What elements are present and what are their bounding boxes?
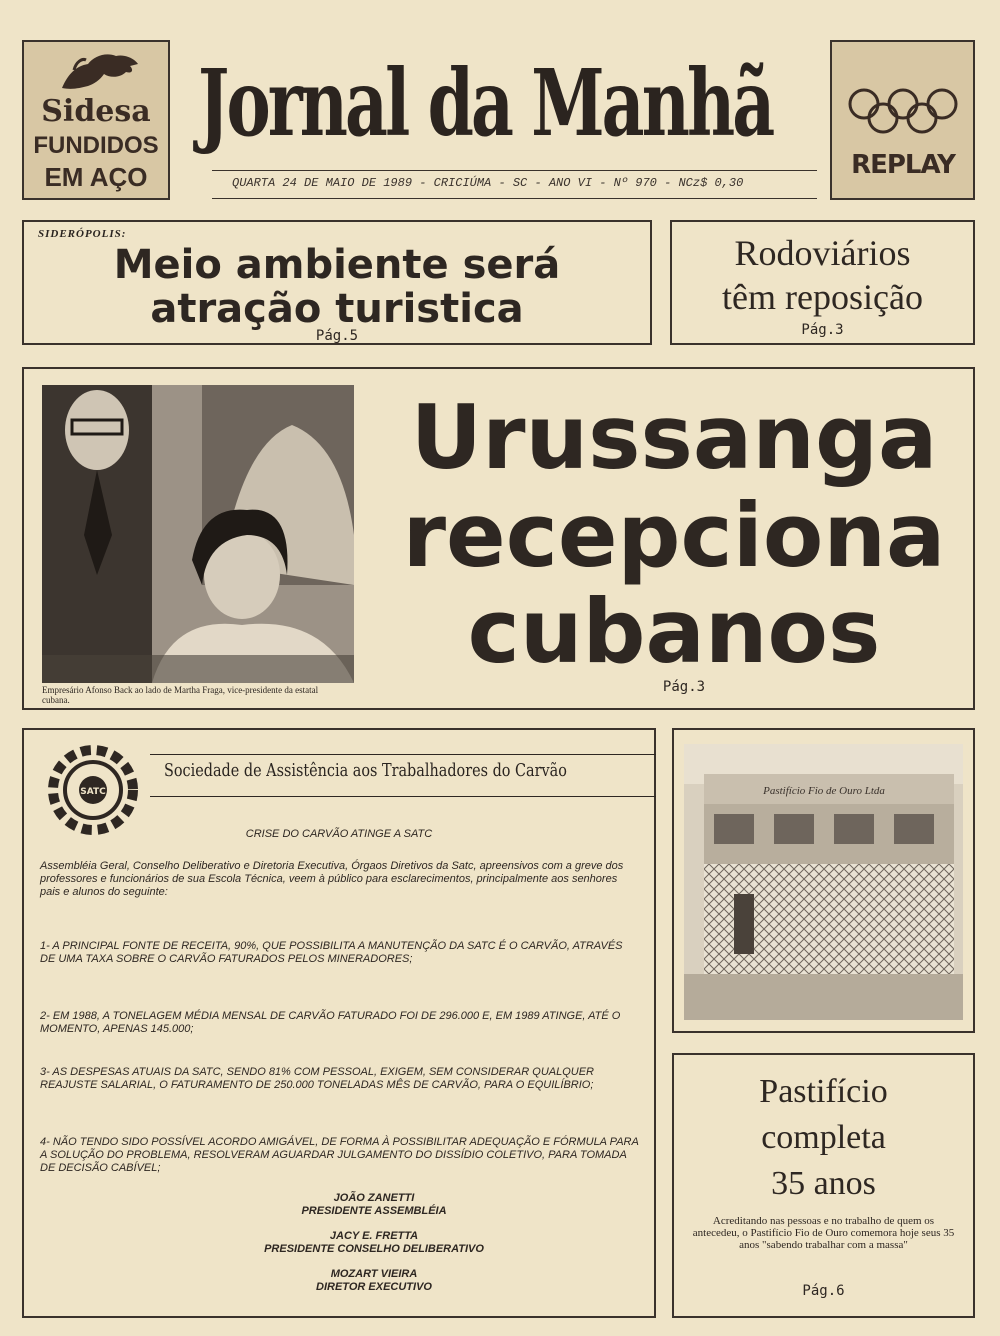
story-headline-line2: atração turistica — [150, 286, 524, 332]
satc-item-1: 1- A PRINCIPAL FONTE DE RECEITA, 90%, QUE POSSIBILITA A MANUTENÇÃO DA SATC É O CARVÃO, ATRAVÉS DE UMA TAXA SOBRE O CARVÃO FATURADOS PELOS MINERADORES; — [40, 940, 623, 965]
satc-org-name: Sociedade de Assistência aos Trabalhadores do Carvão — [164, 760, 567, 781]
page-reference: Pág.3 — [801, 322, 844, 338]
replay-brand: REPLAY — [851, 150, 955, 180]
signature-role: PRESIDENTE ASSEMBLÉIA — [301, 1205, 447, 1217]
satc-item-4: 4- NÃO TENDO SIDO POSSÍVEL ACORDO AMIGÁVEL, DE FORMA À POSSIBILITAR ADEQUAÇÃO E FÓRMULA PARA A SOLUÇÃO DO PROBLEMA, RESOLVERAM AGUARDAR JULGAMENTO DO DISSÍDIO COLETIVO, PARA TOMADA DE DECISÃO CABÍVEL; — [40, 1136, 639, 1174]
satc-logo-text: SATC — [80, 787, 106, 797]
satc-intro: Assembléia Geral, Conselho Deliberativo e Diretoria Executiva, Órgaos Diretivos da Satc, apreensivos com a greve dos professores e funcionários de sua Escola Técnica, veem à público para esclarecimentos, principalmente aos senhores pais e alunos do seguinte: — [40, 860, 624, 898]
replay-advertisement — [830, 40, 975, 200]
story-headline-line2: têm reposição — [722, 277, 923, 317]
signature-name: MOZART VIEIRA — [330, 1268, 418, 1280]
divider — [150, 754, 656, 755]
signature-role: PRESIDENTE CONSELHO DELIBERATIVO — [264, 1243, 484, 1255]
olympic-rings-icon — [842, 86, 964, 136]
satc-notice-title: CRISE DO CARVÃO ATINGE A SATC — [245, 828, 433, 840]
story-headline-line1: Pastifício — [759, 1073, 888, 1110]
satc-item-2: 2- EM 1988, A TONELAGEM MÉDIA MENSAL DE CARVÃO FATURADO FOI DE 296.000 E, EM 1989 ATINGE, ATÉ O MOMENTO, APENAS 145.000; — [40, 1010, 621, 1035]
story-kicker: SIDERÓPOLIS: — [38, 228, 127, 240]
sidesa-line1: FUNDIDOS — [33, 132, 159, 159]
satc-notice — [22, 728, 656, 1318]
signature-role: DIRETOR EXECUTIVO — [316, 1281, 432, 1293]
story-body: Acreditando nas pessoas e no trabalho de quem os antecedeu, o Pastifício Fio de Ouro comemora hoje seus 35 anos "sabendo trabalhar com a massa" — [692, 1215, 955, 1251]
sidesa-brand: Sidesa — [41, 94, 151, 129]
story-headline-line1: Meio ambiente será — [113, 242, 561, 288]
story-headline-line3: 35 anos — [771, 1165, 876, 1202]
photo-caption: Empresário Afonso Back ao lado de Martha Fraga, vice-presidente da estatal cubana. — [42, 685, 319, 705]
story-headline-line2: recepciona — [402, 484, 946, 587]
building-sign-text: Pastifício Fio de Ouro Ltda — [763, 785, 885, 797]
signature-name: JOÃO ZANETTI — [333, 1192, 415, 1204]
page-reference: Pág.3 — [662, 679, 706, 695]
story-pastificio[interactable] — [672, 1053, 975, 1318]
divider — [212, 198, 817, 199]
masthead-title: Jornal da Manhã — [198, 49, 773, 157]
page-reference: Pág.6 — [802, 1283, 845, 1299]
divider — [212, 170, 817, 171]
photo-afonso-back-martha-fraga — [42, 385, 354, 683]
satc-item-3: 3- AS DESPESAS ATUAIS DA SATC, SENDO 81% COM PESSOAL, EXIGEM, SEM CONSIDERAR QUALQUER REAJUSTE SALARIAL, O FATURAMENTO DE 250.000 TONELADAS MÊS DE CARVÃO, PARA O EQUILÍBRIO; — [40, 1066, 595, 1091]
story-headline-line2: completa — [761, 1119, 886, 1156]
sidesa-advertisement — [22, 40, 170, 200]
story-meio-ambiente[interactable] — [22, 220, 652, 345]
story-headline-line3: cubanos — [467, 580, 881, 683]
signature-name: JACY E. FRETTA — [329, 1230, 419, 1242]
page-reference: Pág.5 — [315, 328, 359, 344]
horse-logo-icon — [54, 48, 144, 94]
divider — [150, 796, 656, 797]
photo-pastificio-building — [672, 728, 975, 1033]
satc-gear-logo-icon — [38, 740, 148, 840]
dateline: QUARTA 24 DE MAIO DE 1989 - CRICIÚMA - SC - ANO VI - Nº 970 - NCz$ 0,30 — [232, 176, 744, 190]
sidesa-line2: EM AÇO — [44, 162, 148, 192]
story-headline-line1: Rodoviários — [734, 233, 911, 273]
story-headline-line1: Urussanga — [410, 386, 938, 489]
story-rodoviarios[interactable] — [670, 220, 975, 345]
story-urussanga[interactable] — [22, 367, 975, 710]
